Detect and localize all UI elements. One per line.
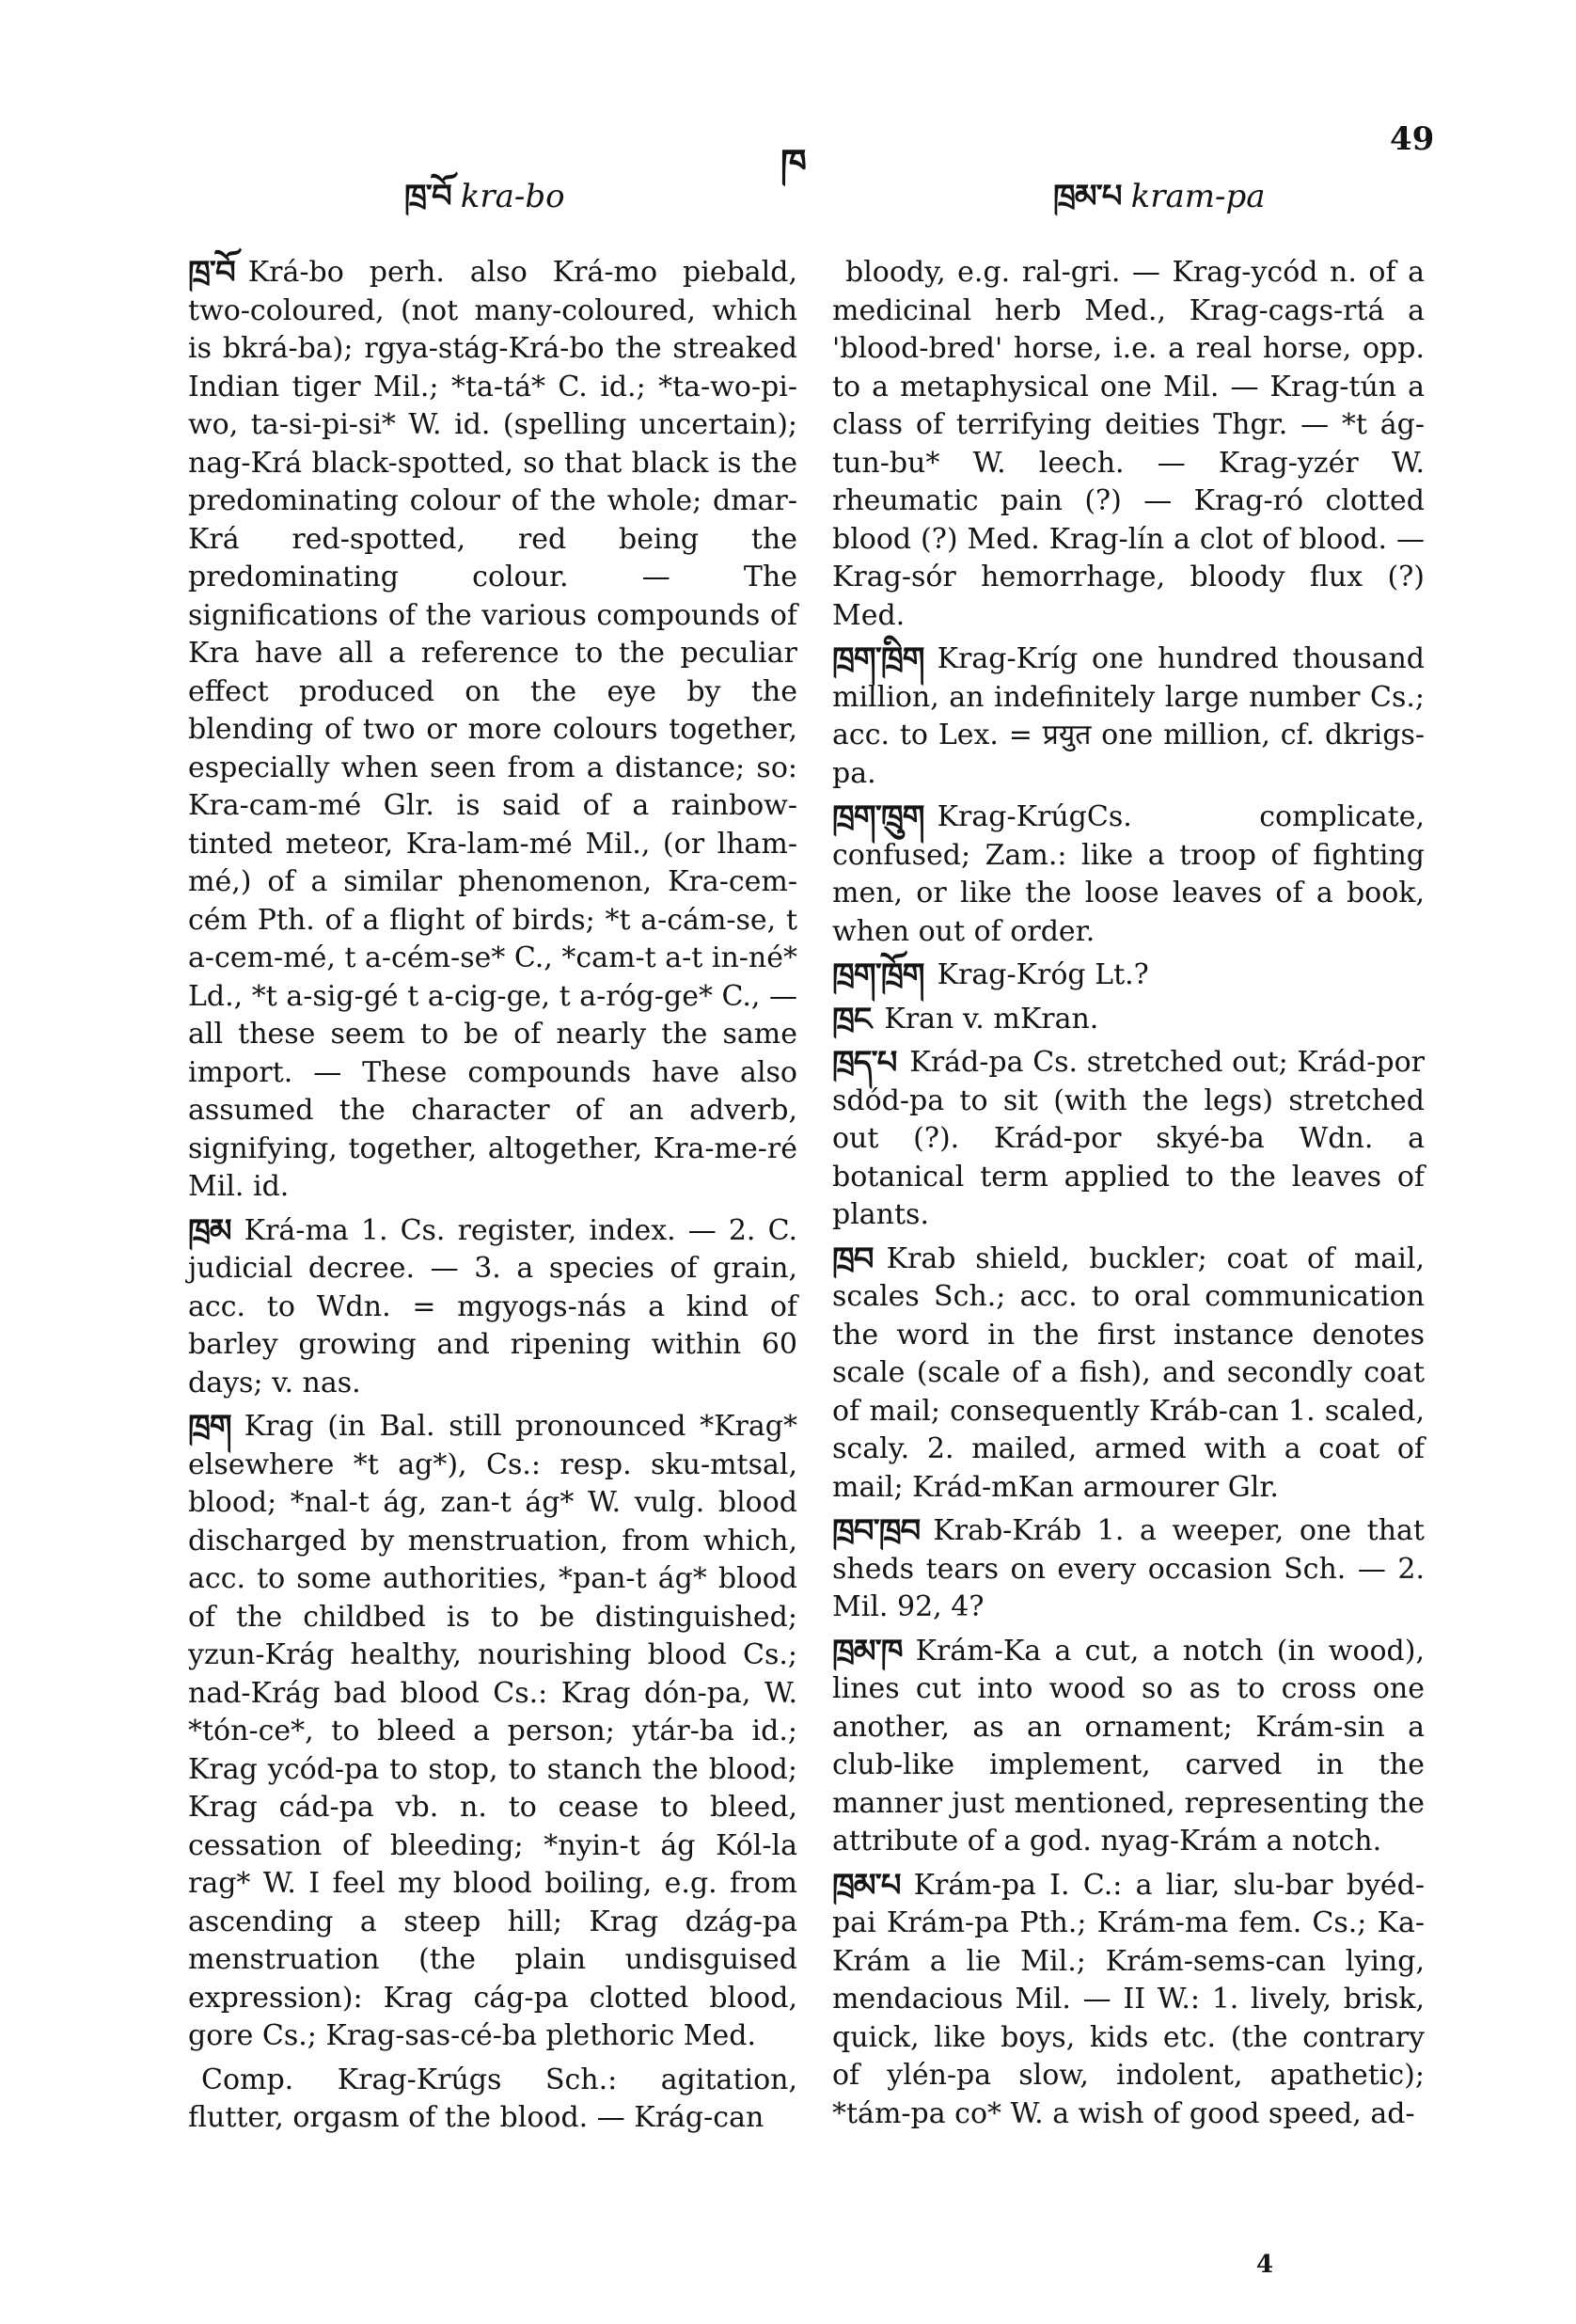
entry-text: Krá-ma 1. Cs. register, index. — 2. C. judicial decree. — 3. a species of grain, acc. to Wdn. = mgyogs-nás a kind of barley growing and ripening within 60 days; v. nas. (188, 1213, 797, 1399)
dictionary-entry (832, 1867, 1425, 2134)
dictionary-entry (832, 1512, 1425, 1627)
running-head-letter: ཁ (780, 142, 807, 185)
entry-text: Krab shield, buckler; coat of mail, scales Sch.; acc. to oral communication the word in the first instance denotes scale (scale of a fish), and secondly coat of mail; consequently Kráb-can 1. scaled, scaly. 2. mailed, armed with a coat of mail; Krád-mKan armourer Glr. (832, 1241, 1425, 1504)
tibetan-headword: ཁྲག་ཁྲུག (832, 798, 924, 836)
tibetan-headword: ཁྲག་ཁྲིག (832, 640, 924, 678)
tibetan-headword: ཁྲག (188, 1408, 231, 1446)
tibetan-headword: ཁྲམ་ཁ (832, 1632, 903, 1670)
dictionary-entry (188, 254, 797, 1207)
dictionary-entry (832, 1001, 1425, 1039)
left-column (188, 254, 797, 2138)
dictionary-entry (832, 640, 1425, 793)
dictionary-entry (832, 254, 1425, 635)
entry-text: Krag-KrúgCs. complicate, confused; Zam.: like a troop of fighting men, or like the loose leaves of a book, when out of order. (832, 800, 1425, 948)
running-head-right (1053, 160, 1266, 250)
dictionary-entry (832, 1633, 1425, 1861)
entry-text: Krag (in Bal. still pronounced *Krag* elsewhere *t ag*), Cs.: resp. sku-mtsal, blood; *nal-t ág, zan-t ág* W. vulg. blood discharged by menstruation, from which, acc. to some authorities, *pan-t ág* blood of the childbed is to be distinguished; yzun-Krág healthy, nourishing blood Cs.; nad-Krág bad blood Cs.: Krag dón-pa, W. *tón-ce*, to bleed a person; ytár-ba id.; Krag ycód-pa to stop, to stanch the blood; Krag cád-pa vb. n. to cease to bleed, cessation of bleeding; *nyin-t ág Kól-la rag* W. I feel my blood boiling, e.g. from ascending a steep hill; Krag dzág-pa menstruation (the plain undisguised expression): Krag cág-pa clotted blood, gore Cs.; Krag-sas-cé-ba plethoric Med. (188, 1410, 797, 2052)
running-head-right-tibetan: ཁྲམ་པ (1053, 178, 1122, 215)
running-head-right-latin: kram-pa (1130, 178, 1266, 215)
page-number: 49 (1390, 120, 1435, 158)
entry-text: bloody, e.g. ral-gri. — Krag-ycód n. of a medicinal herb Med., Krag-cags-rtá a 'blood-bred' horse, i.e. a real horse, opp. to a metaphysical one Mil. — Krag-tún a class of terrifying deities Thgr. — *t ág-tun-bu* W. leech. — Krag-yzér W. rheumatic pain (?) — Krag-ró clotted blood (?) Med. Krag-lín a clot of blood. — Krag-sór hemorrhage, bloody flux (?) Med. (832, 256, 1425, 632)
dictionary-entry (832, 1241, 1425, 1508)
tibetan-headword: ཁྲམ་པ (832, 1866, 901, 1905)
entry-text: Krag-Kríg one hundred thousand million, an indefinitely large number Cs.; acc. to Lex. = प्रयुत one million, cf. dkrigs-pa. (832, 642, 1425, 790)
tibetan-headword: ཁྲམ (188, 1211, 231, 1250)
signature-mark: 4 (1256, 2251, 1274, 2279)
dictionary-entry (188, 2062, 797, 2138)
running-head-left-tibetan: ཁྲ་བོ (404, 178, 451, 215)
running-head-left-latin: kra-bo (460, 178, 565, 215)
tibetan-headword: ཁྲབ་ཁྲབ (832, 1512, 921, 1550)
entry-text: Krab-Kráb 1. a weeper, one that sheds tears on every occasion Sch. — 2. Mil. 92, 4? (832, 1514, 1425, 1623)
dictionary-entry (832, 798, 1425, 951)
dictionary-entry (188, 1408, 797, 2056)
tibetan-headword: ཁྲབ (832, 1240, 874, 1278)
dictionary-entry (832, 1044, 1425, 1235)
tibetan-headword: ཁྲ་བོ (188, 254, 235, 292)
entry-text: Krám-Ka a cut, a notch (in wood), lines cut into wood so as to cross one another, as an ornament; Krám-sin a club-like implement, carved in the manner just mentioned, representing the attribute of a god. nyag-Krám a notch. (832, 1634, 1425, 1858)
entry-text: Krá-bo perh. also Krá-mo piebald, two-coloured, (not many-coloured, which is bkrá-ba); rgya-stág-Krá-bo the streaked Indian tiger Mil.; *ta-tá* C. id.; *ta-wo-pi-wo, ta-si-pi-si* W. id. (spelling uncertain); nag-Krá black-spotted, so that black is the predominating colour of the whole; dmar-Krá red-spotted, red being the predominating colour. — The significations of the various compounds of Kra have all a reference to the peculiar effect produced on the eye by the blending of two or more colours together, especially when seen from a distance; so: Kra-cam-mé Glr. is said of a rainbow-tinted meteor, Kra-lam-mé Mil., (or lham-mé,) of a similar phenomenon, Kra-cem-cém Pth. of a flight of birds; *t a-cám-se, t a-cem-mé, t a-cém-se* C., *cam-t a-t in-né* Ld., *t a-sig-gé t a-cig-ge, t a-róg-ge* C., — all these seem to be of nearly the same import. — These compounds have also assumed the character of an adverb, signifying, together, altogether, Kra-me-ré Mil. id. (188, 256, 797, 1203)
dictionary-entry (188, 1212, 797, 1403)
right-column (832, 254, 1425, 2133)
tibetan-headword: ཁྲད་པ (832, 1044, 897, 1082)
entry-text: Krám-pa I. C.: a liar, slu-bar byéd-pai Krám-pa Pth.; Krám-ma fem. Cs.; Ka-Krám a lie Mil.; Krám-sems-can lying, mendacious Mil. — II W.: 1. lively, brisk, quick, like boys, kids etc. (the contrary of ylén-pa slow, indolent, apathetic); *tám-pa co* W. a wish of good speed, ad- (832, 1868, 1425, 2130)
entry-text: Krád-pa Cs. stretched out; Krád-por sdód-pa to sit (with the legs) stretched out (?). Krád-por skyé-ba Wdn. a botanical term applied to the leaves of plants. (832, 1046, 1425, 1231)
tibetan-headword: ཁྲག་ཁྲོག (832, 956, 924, 994)
entry-text: Krag-Króg Lt.? (937, 958, 1149, 991)
entry-text: Comp. Krag-Krúgs Sch.: agitation, flutter, orgasm of the blood. — Krág-can (188, 2063, 797, 2134)
entry-text: Kran v. mKran. (884, 1002, 1099, 1036)
tibetan-headword: ཁྲང (832, 1000, 872, 1038)
running-head-left (404, 160, 565, 250)
dictionary-entry (832, 956, 1425, 995)
